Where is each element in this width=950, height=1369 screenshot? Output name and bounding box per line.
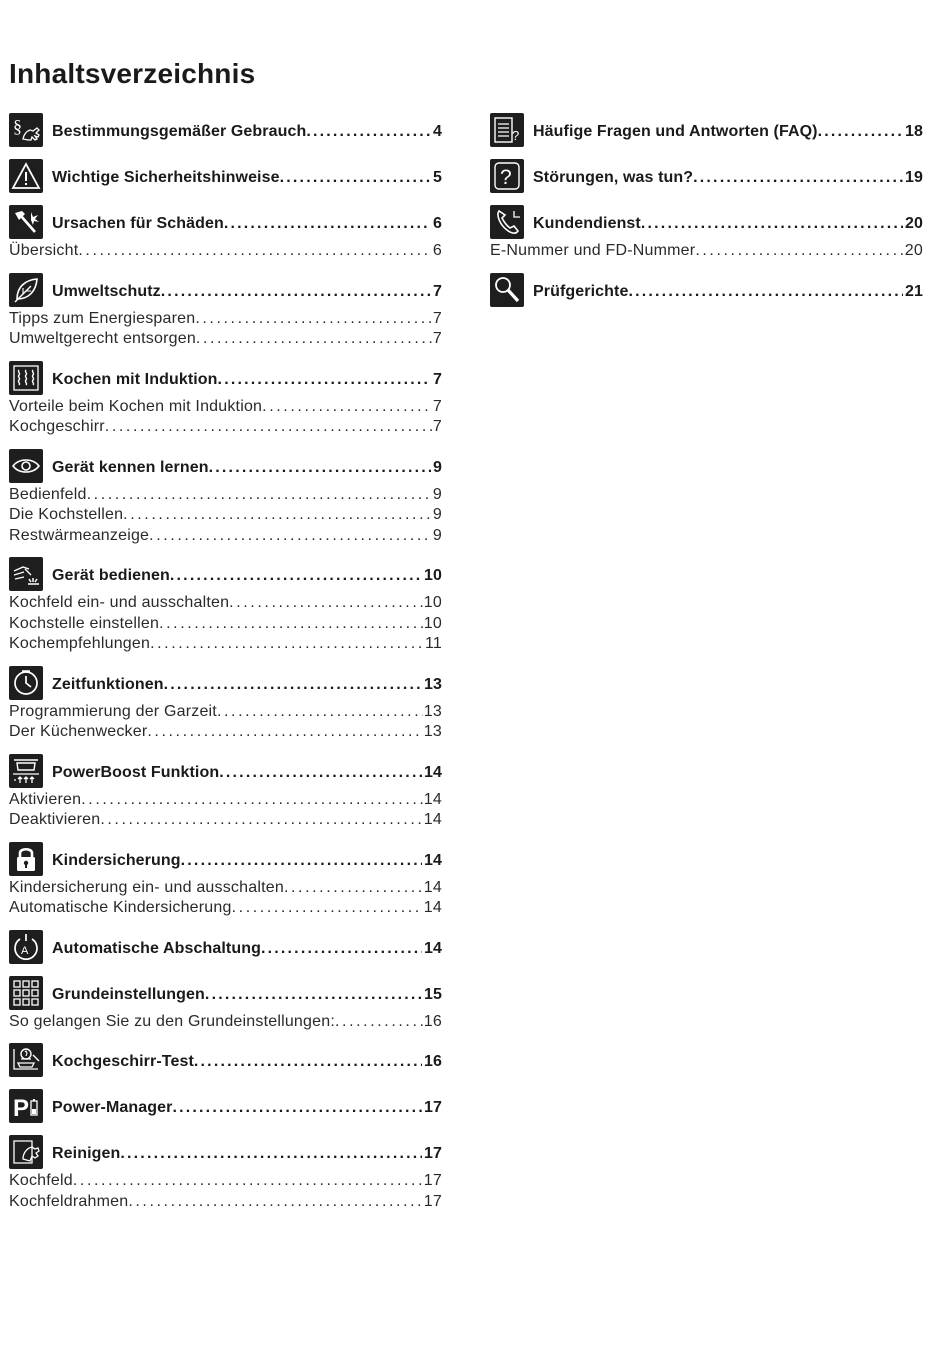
toc-subentry-title: Aktivieren [9, 790, 82, 808]
section-spacer [9, 919, 442, 929]
dot-leader [105, 417, 432, 438]
toc-subentry-page-number: 20 [904, 242, 923, 259]
toc-subentry-list [490, 241, 923, 262]
toc-heading-entry[interactable] [52, 123, 442, 141]
question-mark-icon [490, 159, 524, 193]
toc-subentry[interactable] [490, 241, 923, 262]
toc-section-header [9, 448, 442, 484]
toc-section-header [9, 665, 442, 701]
toc-subentry-page-number: 13 [423, 723, 442, 740]
toc-right-column [490, 112, 923, 318]
dot-leader [149, 526, 432, 547]
section-spacer [9, 965, 442, 975]
toc-section-header [9, 841, 442, 877]
toc-heading-entry[interactable] [533, 169, 923, 187]
dot-leader [147, 722, 422, 743]
toc-subentry[interactable] [9, 1171, 442, 1192]
dot-leader [335, 1012, 423, 1033]
toc-subentry[interactable] [9, 722, 442, 743]
toc-section [9, 665, 442, 743]
toc-subentry-title: Übersicht [9, 242, 79, 259]
toc-heading-entry[interactable] [52, 371, 442, 389]
toc-heading-entry[interactable] [533, 215, 923, 233]
dot-leader [306, 123, 431, 141]
dot-leader [280, 169, 431, 187]
toc-section-header [9, 272, 442, 308]
toc-section-header [9, 975, 442, 1011]
section-spacer [9, 438, 442, 448]
toc-subentry-list [9, 485, 442, 547]
toc-heading-entry[interactable] [533, 123, 923, 141]
toc-subentry[interactable] [9, 790, 442, 811]
toc-subentry-page-number: 10 [423, 614, 442, 632]
toc-subentry-list [9, 1171, 442, 1212]
svg-text:?: ? [500, 166, 512, 189]
toc-heading-entry-title: Störungen, was tun? [533, 169, 694, 186]
toc-heading-entry-title: Gerät kennen lernen [52, 458, 209, 476]
section-spacer [490, 262, 923, 272]
toc-heading-entry-title: PowerBoost Funktion [52, 763, 220, 781]
section-spacer [9, 655, 442, 665]
svg-text:§: § [13, 116, 22, 136]
toc-subentry[interactable] [9, 329, 442, 350]
toc-subentry-page-number: 6 [432, 242, 442, 259]
toc-heading-entry[interactable] [52, 283, 442, 301]
dot-leader [261, 940, 422, 958]
toc-heading-entry-page-number: 13 [424, 675, 442, 693]
toc-heading-entry[interactable] [52, 764, 442, 782]
toc-heading-entry-page-number: 16 [424, 1053, 442, 1070]
toc-section-header [9, 556, 442, 592]
toc-subentry[interactable] [9, 898, 442, 919]
dot-leader [196, 329, 432, 350]
toc-heading-entry-page-number: 15 [424, 985, 442, 1003]
section-spacer [9, 743, 442, 753]
dot-leader [262, 397, 432, 418]
toc-heading-entry-page-number: 14 [424, 763, 442, 781]
dot-leader [181, 852, 422, 870]
toc-heading-entry[interactable] [52, 459, 442, 477]
dot-leader [164, 676, 422, 694]
dot-leader [818, 123, 903, 141]
toc-section-header [9, 360, 442, 396]
toc-subentry[interactable] [9, 505, 442, 526]
leaf-icon [9, 273, 43, 307]
toc-heading-entry[interactable] [52, 852, 442, 870]
toc-heading-entry-title: Prüfgerichte [533, 282, 629, 300]
toc-heading-entry-page-number: 6 [433, 215, 442, 232]
toc-heading-entry-title: Wichtige Sicherheitshinweise [52, 169, 280, 186]
toc-section [9, 1088, 442, 1124]
toc-subentry[interactable] [9, 526, 442, 547]
toc-subentry-title: Kochstelle einstellen [9, 614, 160, 632]
toc-heading-entry-title: Power-Manager [52, 1099, 173, 1116]
toc-subentry-page-number: 17 [423, 1172, 442, 1189]
toc-subentry-page-number: 14 [423, 899, 442, 916]
dot-leader [628, 283, 903, 301]
toc-subentry[interactable] [9, 485, 442, 506]
toc-section [9, 158, 442, 194]
toc-subentry-title: So gelangen Sie zu den Grundeinstellungen: [9, 1012, 335, 1030]
toc-heading-entry-title: Kochen mit Induktion [52, 370, 218, 388]
section-spacer [490, 194, 923, 204]
toc-subentry-title: Tipps zum Energiesparen [9, 309, 196, 327]
power-manager-icon [9, 1089, 43, 1123]
toc-heading-entry-title: Gerät bedienen [52, 567, 170, 584]
svg-text:A: A [21, 944, 29, 957]
section-spacer [9, 1212, 442, 1222]
eye-icon [9, 449, 43, 483]
toc-subentry-page-number: 10 [423, 594, 442, 611]
toc-subentry-title: Restwärmeanzeige [9, 526, 150, 544]
dot-leader [224, 215, 431, 233]
toc-subentry-page-number: 17 [423, 1192, 442, 1210]
dot-leader [205, 986, 422, 1004]
faq-document-icon [490, 113, 524, 147]
toc-subentry-title: Der Küchenwecker [9, 723, 148, 740]
toc-heading-entry-page-number: 4 [433, 123, 442, 140]
hammer-damage-icon [9, 205, 43, 239]
toc-section-header [9, 929, 442, 965]
toc-section-header [9, 112, 442, 148]
toc-subentry-list [9, 1012, 442, 1033]
section-spacer [490, 148, 923, 158]
dot-leader [73, 1171, 423, 1192]
toc-subentry-title: Programmierung der Garzeit [9, 702, 217, 720]
section-spacer [9, 1032, 442, 1042]
induction-coil-icon [9, 361, 43, 395]
toc-section [9, 975, 442, 1033]
toc-subentry-title: Kochfeld [9, 1172, 73, 1189]
toc-section [9, 1042, 442, 1078]
toc-subentry-title: Kochfeldrahmen [9, 1192, 129, 1210]
dot-leader [150, 634, 424, 655]
toc-subentry-page-number: 14 [423, 790, 442, 808]
toc-heading-entry-title: Kundendienst [533, 215, 641, 232]
toc-subentry-page-number: 9 [432, 506, 442, 523]
toc-section [9, 841, 442, 919]
toc-heading-entry[interactable] [52, 169, 442, 187]
warning-triangle-icon [9, 159, 43, 193]
clock-icon [9, 666, 43, 700]
section-spacer [9, 262, 442, 272]
dot-leader [284, 878, 423, 899]
phone-icon [490, 205, 524, 239]
toc-subentry-page-number: 7 [432, 418, 442, 435]
toc-subentry[interactable] [9, 593, 442, 614]
toc-heading-entry-page-number: 14 [424, 939, 442, 957]
toc-subentry-page-number: 7 [432, 397, 442, 415]
toc-section [9, 204, 442, 262]
dot-leader [229, 593, 423, 614]
toc-heading-entry-title: Reinigen [52, 1145, 121, 1162]
cookware-test-icon [9, 1043, 43, 1077]
section-spacer [9, 831, 442, 841]
toc-heading-entry-page-number: 7 [433, 370, 442, 388]
svg-text:P: P [13, 1095, 30, 1121]
toc-section [9, 1134, 442, 1212]
toc-subentry[interactable] [9, 309, 442, 330]
toc-heading-entry-title: Kochgeschirr-Test [52, 1053, 194, 1070]
toc-heading-entry-title: Grundeinstellungen [52, 985, 205, 1003]
toc-subentry-title: Deaktivieren [9, 811, 101, 828]
dot-leader [170, 567, 422, 585]
toc-heading-entry[interactable] [52, 1099, 442, 1117]
toc-subentry-page-number: 14 [423, 878, 442, 896]
toc-subentry-list [9, 878, 442, 919]
dot-leader [195, 309, 432, 330]
toc-subentry-page-number: 9 [432, 526, 442, 544]
section-spacer [9, 350, 442, 360]
toc-heading-entry-title: Ursachen für Schäden [52, 215, 224, 232]
toc-subentry-page-number: 11 [424, 635, 442, 652]
toc-heading-entry[interactable] [52, 986, 442, 1004]
toc-subentry[interactable] [9, 241, 442, 262]
toc-heading-entry-title: Bestimmungsgemäßer Gebrauch [52, 123, 307, 140]
toc-subentry-title: Umweltgerecht entsorgen [9, 330, 196, 347]
dot-leader [219, 764, 422, 782]
toc-section [9, 112, 442, 148]
toc-section [9, 753, 442, 831]
section-spacer [9, 546, 442, 556]
toc-section [9, 929, 442, 965]
toc-heading-entry[interactable] [52, 1145, 442, 1163]
toc-subentry[interactable] [9, 878, 442, 899]
toc-heading-entry-page-number: 9 [433, 458, 442, 476]
toc-section-header [490, 112, 923, 148]
page-title: Inhaltsverzeichnis [9, 58, 256, 89]
toc-subentry-list [9, 702, 442, 743]
toc-subentry-page-number: 7 [432, 330, 442, 347]
toc-section-header [490, 272, 923, 308]
dot-leader [209, 459, 431, 477]
section-spacer [9, 148, 442, 158]
toc-section-header [490, 158, 923, 194]
dot-leader [120, 1145, 422, 1163]
toc-heading-entry[interactable] [533, 283, 923, 301]
toc-heading-entry-page-number: 5 [433, 169, 442, 186]
toc-heading-entry[interactable] [52, 1053, 442, 1071]
toc-subentry[interactable] [9, 1192, 442, 1213]
toc-subentry-page-number: 13 [423, 702, 442, 720]
toc-section [490, 204, 923, 262]
toc-section [9, 556, 442, 655]
toc-subentry[interactable] [9, 614, 442, 635]
paragraph-hand-icon [9, 113, 43, 147]
toc-section [490, 272, 923, 308]
toc-heading-entry-title: Häufige Fragen und Antworten (FAQ) [533, 123, 818, 140]
toc-section-header [9, 1088, 442, 1124]
toc-subentry-title: Automatische Kindersicherung [9, 899, 232, 916]
toc-section [9, 272, 442, 350]
dot-leader [159, 614, 423, 635]
dot-leader [232, 898, 423, 919]
toc-subentry-page-number: 9 [432, 485, 442, 503]
toc-section-header [9, 204, 442, 240]
toc-section [490, 158, 923, 194]
dot-leader [172, 1099, 422, 1117]
toc-section [9, 360, 442, 438]
toc-section-header [9, 1134, 442, 1170]
section-spacer [490, 308, 923, 318]
dot-leader [87, 485, 432, 506]
toc-heading-entry-title: Zeitfunktionen [52, 675, 164, 693]
section-spacer [9, 1124, 442, 1134]
toc-left-column [9, 112, 442, 1222]
toc-heading-entry-page-number: 17 [424, 1145, 442, 1162]
toc-subentry[interactable] [9, 702, 442, 723]
toc-subentry-title: Bedienfeld [9, 485, 87, 503]
toc-subentry-title: Vorteile beim Kochen mit Induktion [9, 397, 263, 415]
toc-section-header [9, 753, 442, 789]
toc-heading-entry-title: Automatische Abschaltung [52, 939, 261, 957]
dot-leader [641, 215, 903, 233]
toc-subentry-page-number: 16 [423, 1012, 442, 1030]
toc-section-header [9, 1042, 442, 1078]
dot-leader [194, 1053, 422, 1071]
magnifier-icon [490, 273, 524, 307]
dot-leader [217, 702, 423, 723]
toc-section [9, 448, 442, 547]
dot-leader [78, 241, 432, 262]
toc-heading-entry[interactable] [52, 940, 442, 958]
toc-heading-entry-page-number: 14 [424, 851, 442, 869]
toc-subentry-title: Kochempfehlungen [9, 635, 151, 652]
section-spacer [9, 194, 442, 204]
dot-leader [81, 790, 423, 811]
toc-subentry-title: Kindersicherung ein- und ausschalten [9, 878, 284, 896]
dot-leader [128, 1192, 422, 1213]
section-spacer [9, 1078, 442, 1088]
toc-heading-entry-page-number: 19 [905, 169, 923, 186]
dot-leader [123, 505, 432, 526]
lock-icon [9, 842, 43, 876]
dot-leader [218, 371, 431, 389]
hand-operate-icon [9, 557, 43, 591]
toc-subentry[interactable] [9, 810, 442, 831]
toc-subentry-list [9, 397, 442, 438]
auto-power-off-icon [9, 930, 43, 964]
toc-section-header [490, 204, 923, 240]
dot-leader [161, 283, 431, 301]
toc-section [490, 112, 923, 148]
dot-leader [693, 169, 903, 187]
toc-subentry[interactable] [9, 397, 442, 418]
toc-section-header [9, 158, 442, 194]
toc-heading-entry-page-number: 21 [905, 282, 923, 300]
toc-subentry-title: Die Kochstellen [9, 506, 124, 523]
toc-subentry[interactable] [9, 417, 442, 438]
toc-heading-entry[interactable] [52, 567, 442, 585]
dot-leader [695, 241, 903, 262]
toc-subentry[interactable] [9, 634, 442, 655]
toc-subentry-page-number: 7 [432, 309, 442, 327]
toc-heading-entry[interactable] [52, 676, 442, 694]
toc-subentry-list [9, 593, 442, 655]
cleaning-icon [9, 1135, 43, 1169]
toc-subentry-list [9, 790, 442, 831]
toc-heading-entry-page-number: 17 [424, 1099, 442, 1116]
toc-subentry-page-number: 14 [423, 811, 442, 828]
dot-leader [100, 810, 422, 831]
toc-heading-entry-page-number: 7 [433, 282, 442, 300]
toc-subentry-title: Kochfeld ein- und ausschalten [9, 594, 230, 611]
toc-subentry-list [9, 241, 442, 262]
toc-subentry-title: E-Nummer und FD-Nummer [490, 242, 696, 259]
toc-heading-entry-page-number: 10 [424, 567, 442, 584]
toc-heading-entry-title: Umweltschutz [52, 282, 161, 300]
toc-subentry[interactable] [9, 1012, 442, 1033]
toc-heading-entry-page-number: 20 [905, 215, 923, 232]
toc-heading-entry[interactable] [52, 215, 442, 233]
svg-text:?: ? [512, 128, 520, 143]
pot-boost-icon [9, 754, 43, 788]
toc-heading-entry-title: Kindersicherung [52, 851, 181, 869]
toc-subentry-title: Kochgeschirr [9, 418, 105, 435]
grid-settings-icon [9, 976, 43, 1010]
toc-heading-entry-page-number: 18 [905, 123, 923, 140]
toc-subentry-list [9, 309, 442, 350]
